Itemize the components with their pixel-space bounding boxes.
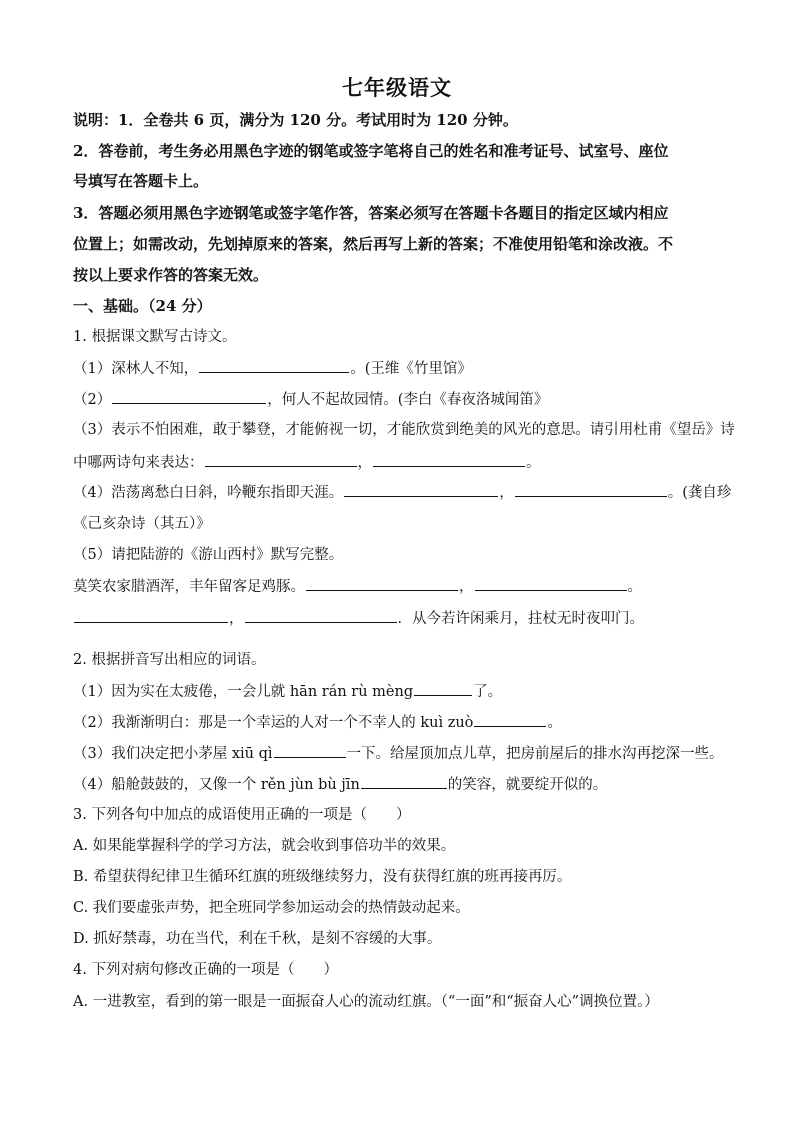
answer-blank[interactable] [74, 608, 228, 623]
answer-blank[interactable] [205, 452, 357, 467]
question-stem: 3. 下列各句中加点的成语使用正确的一项是（ ） [73, 807, 411, 823]
item-text: （4）浩荡离愁白日斜，吟鞭东指即天涯。 [73, 485, 344, 501]
question-stem: 2. 根据拼音写出相应的词语。 [73, 652, 266, 668]
question-item [73, 681, 723, 702]
item-text: 了。 [473, 684, 503, 700]
answer-blank[interactable] [361, 774, 447, 789]
item-text: ， [357, 455, 372, 471]
instruction-line: 位置上；如需改动，先划掉原来的答案，然后再写上新的答案；不准使用铅笔和涂改液。不 [73, 235, 674, 253]
answer-blank[interactable] [475, 576, 627, 591]
question-item: （5）请把陆游的《游山西村》默写完整。 [73, 547, 344, 563]
item-text: 。(王维《竹里馆》 [350, 361, 472, 377]
answer-blank[interactable] [306, 576, 458, 591]
item-text: 。 [547, 715, 562, 731]
item-text: ．从今若许闲乘月，拄杖无时夜叩门。 [397, 611, 644, 627]
answer-blank[interactable] [414, 681, 472, 696]
item-text: （1）深林人不知， [73, 361, 199, 377]
item-text: ，何人不起故园情。(李白《春夜洛城闻笛》 [267, 392, 549, 408]
item-text: 莫笑农家腊酒浑，丰年留客足鸡豚。 [73, 579, 305, 595]
answer-blank[interactable] [515, 482, 667, 497]
item-text: （1）因为实在太疲倦，一会儿就 hān rán rù mèng [73, 684, 414, 700]
section-heading: 一、基础。（24 分） [73, 297, 212, 315]
item-text: （2） [73, 392, 112, 408]
question-item: （3）表示不怕困难，敢于攀登，才能俯视一切，才能欣赏到绝美的风光的意思。请引用杜甫《望岳》诗 [73, 422, 735, 438]
question-stem: 4. 下列对病句修改正确的一项是（ ） [73, 962, 338, 978]
instruction-line: 2．答卷前，考生务必用黑色字迹的钢笔或签字笔将自己的姓名和准考证号、试室号、座位 [73, 142, 669, 160]
instruction-line: 说明：1．全卷共 6 页，满分为 120 分。考试用时为 120 分钟。 [73, 111, 518, 129]
question-item [73, 712, 723, 733]
answer-blank[interactable] [274, 743, 346, 758]
item-text: 中哪两诗句来表达： [73, 455, 204, 471]
option-d: D. 抓好禁毒，功在当代，利在千秋，是刻不容缓的大事。 [73, 931, 442, 947]
item-text: （2）我渐渐明白：那是一个幸运的人对一个不幸人的 kuì zuò [73, 715, 474, 731]
question-item [73, 608, 723, 629]
item-text: 。 [526, 455, 541, 471]
item-text: ， [229, 611, 244, 627]
option-c: C. 我们要虚张声势，把全班同学参加运动会的热情鼓动起来。 [73, 900, 470, 916]
answer-blank[interactable] [245, 608, 397, 623]
question-item [73, 743, 723, 764]
item-text: （3）我们决定把小茅屋 xiū qì [73, 746, 273, 762]
page-title: 七年级语文 [342, 75, 452, 100]
option-a: A. 一进教室，看到的第一眼是一面振奋人心的流动红旗。（“一面”和“振奋人心”调换位置。） [73, 994, 659, 1010]
question-item: 《己亥杂诗（其五）》 [73, 516, 211, 532]
question-item [73, 576, 723, 597]
item-text: 一下。给屋顶加点儿草，把房前屋后的排水沟再挖深一些。 [346, 746, 724, 762]
answer-blank[interactable] [112, 389, 266, 404]
answer-blank[interactable] [199, 358, 349, 373]
question-item [73, 358, 723, 379]
answer-blank[interactable] [373, 452, 525, 467]
question-item [73, 389, 723, 410]
item-text: （4）船舱鼓鼓的，又像一个 rěn jùn bù jīn [73, 777, 360, 793]
question-stem: 1. 根据课文默写古诗文。 [73, 329, 237, 345]
item-text: 。(龚自珍 [667, 485, 732, 501]
instruction-line: 按以上要求作答的答案无效。 [73, 266, 269, 284]
item-text: 。 [627, 579, 642, 595]
instruction-line: 3．答题必须用黑色字迹钢笔或签字笔作答，答案必须写在答题卡各题目的指定区域内相应 [73, 204, 669, 222]
answer-blank[interactable] [344, 482, 498, 497]
option-b: B. 希望获得纪律卫生循环红旗的班级继续努力，没有获得红旗的班再接再厉。 [73, 869, 572, 885]
answer-blank[interactable] [474, 712, 546, 727]
instruction-line: 号填写在答题卡上。 [73, 172, 209, 190]
question-item [73, 774, 723, 795]
question-item [73, 452, 723, 473]
item-text: 的笑容，就要绽开似的。 [447, 777, 608, 793]
item-text: ， [459, 579, 474, 595]
question-item [73, 482, 732, 503]
item-text: ， [499, 485, 514, 501]
option-a: A. 如果能掌握科学的学习方法，就会收到事倍功半的效果。 [73, 838, 456, 854]
